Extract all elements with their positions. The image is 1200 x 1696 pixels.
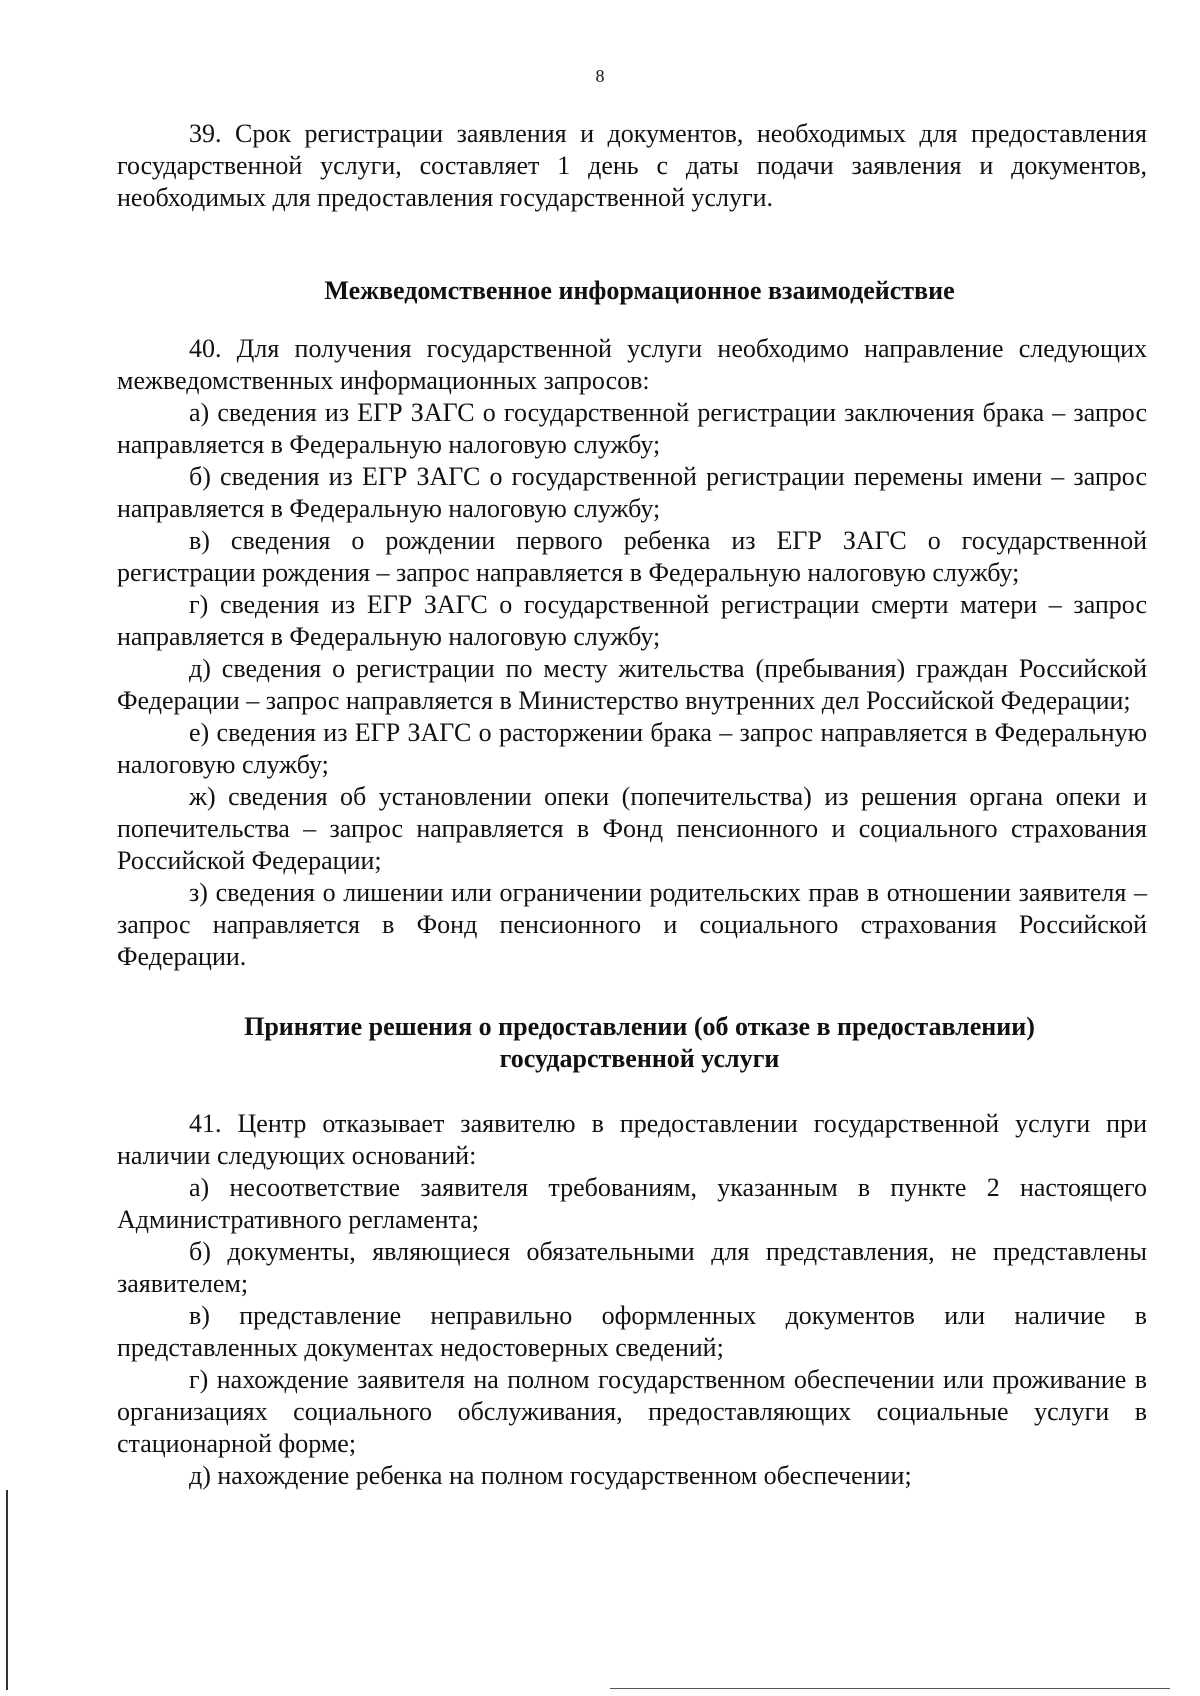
paragraph-41-item-v: в) представление неправильно оформленных документов или наличие в представленных документах недостоверных сведений; [117, 1301, 1147, 1362]
paragraph-41-item-b: б) документы, являющиеся обязательными для представления, не представлены заявителем; [117, 1237, 1147, 1298]
section-heading-decision-line1: Принятие решения о предоставлении (об отказе в предоставлении) [244, 1012, 1035, 1041]
scan-edge-line [6, 1490, 8, 1690]
paragraph-41-item-g: г) нахождение заявителя на полном государственном обеспечении или проживание в организациях социального обслуживания, предоставляющих социальные услуги в стационарной форме; [117, 1365, 1147, 1458]
paragraph-40-item-e: е) сведения из ЕГР ЗАГС о расторжении брака – запрос направляется в Федеральную налоговую службу; [117, 718, 1147, 779]
scan-bottom-line [610, 1688, 1170, 1689]
paragraph-40-item-z: з) сведения о лишении или ограничении родительских прав в отношении заявителя – запрос направляется в Фонд пенсионного и социального страхования Российской Федерации. [117, 878, 1147, 971]
paragraph-40-item-zh: ж) сведения об установлении опеки (попечительства) из решения органа опеки и попечительства – запрос направляется в Фонд пенсионного и социального страхования Российской Федерации; [117, 782, 1147, 875]
paragraph-41-item-a: а) несоответствие заявителя требованиям, указанным в пункте 2 настоящего Административного регламента; [117, 1173, 1147, 1234]
section-heading-decision-line2: государственной услуги [499, 1044, 780, 1073]
paragraph-41: 41. Центр отказывает заявителю в предоставлении государственной услуги при наличии следующих оснований: [117, 1109, 1147, 1170]
paragraph-40-item-g: г) сведения из ЕГР ЗАГС о государственной регистрации смерти матери – запрос направляется в Федеральную налоговую службу; [117, 590, 1147, 651]
paragraph-40-item-v: в) сведения о рождении первого ребенка из ЕГР ЗАГС о государственной регистрации рождения – запрос направляется в Федеральную налоговую службу; [117, 526, 1147, 587]
paragraph-39: 39. Срок регистрации заявления и документов, необходимых для предоставления государственной услуги, составляет 1 день с даты подачи заявления и документов, необходимых для предоставления государственной услуги. [117, 119, 1147, 212]
paragraph-40-item-d: д) сведения о регистрации по месту жительства (пребывания) граждан Российской Федерации – запрос направляется в Министерство внутренних дел Российской Федерации; [117, 654, 1147, 715]
section-heading-interagency: Межведомственное информационное взаимодействие [324, 276, 955, 305]
paragraph-40-item-b: б) сведения из ЕГР ЗАГС о государственной регистрации перемены имени – запрос направляется в Федеральную налоговую службу; [117, 462, 1147, 523]
paragraph-41-item-d: д) нахождение ребенка на полном государственном обеспечении; [189, 1461, 912, 1490]
page-number: 8 [595, 66, 605, 86]
section-heading-decision [117, 1011, 1147, 1075]
paragraph-40-item-a: а) сведения из ЕГР ЗАГС о государственной регистрации заключения брака – запрос направляется в Федеральную налоговую службу; [117, 398, 1147, 459]
paragraph-40: 40. Для получения государственной услуги необходимо направление следующих межведомственных информационных запросов: [117, 334, 1147, 395]
document-body [117, 118, 1147, 1492]
